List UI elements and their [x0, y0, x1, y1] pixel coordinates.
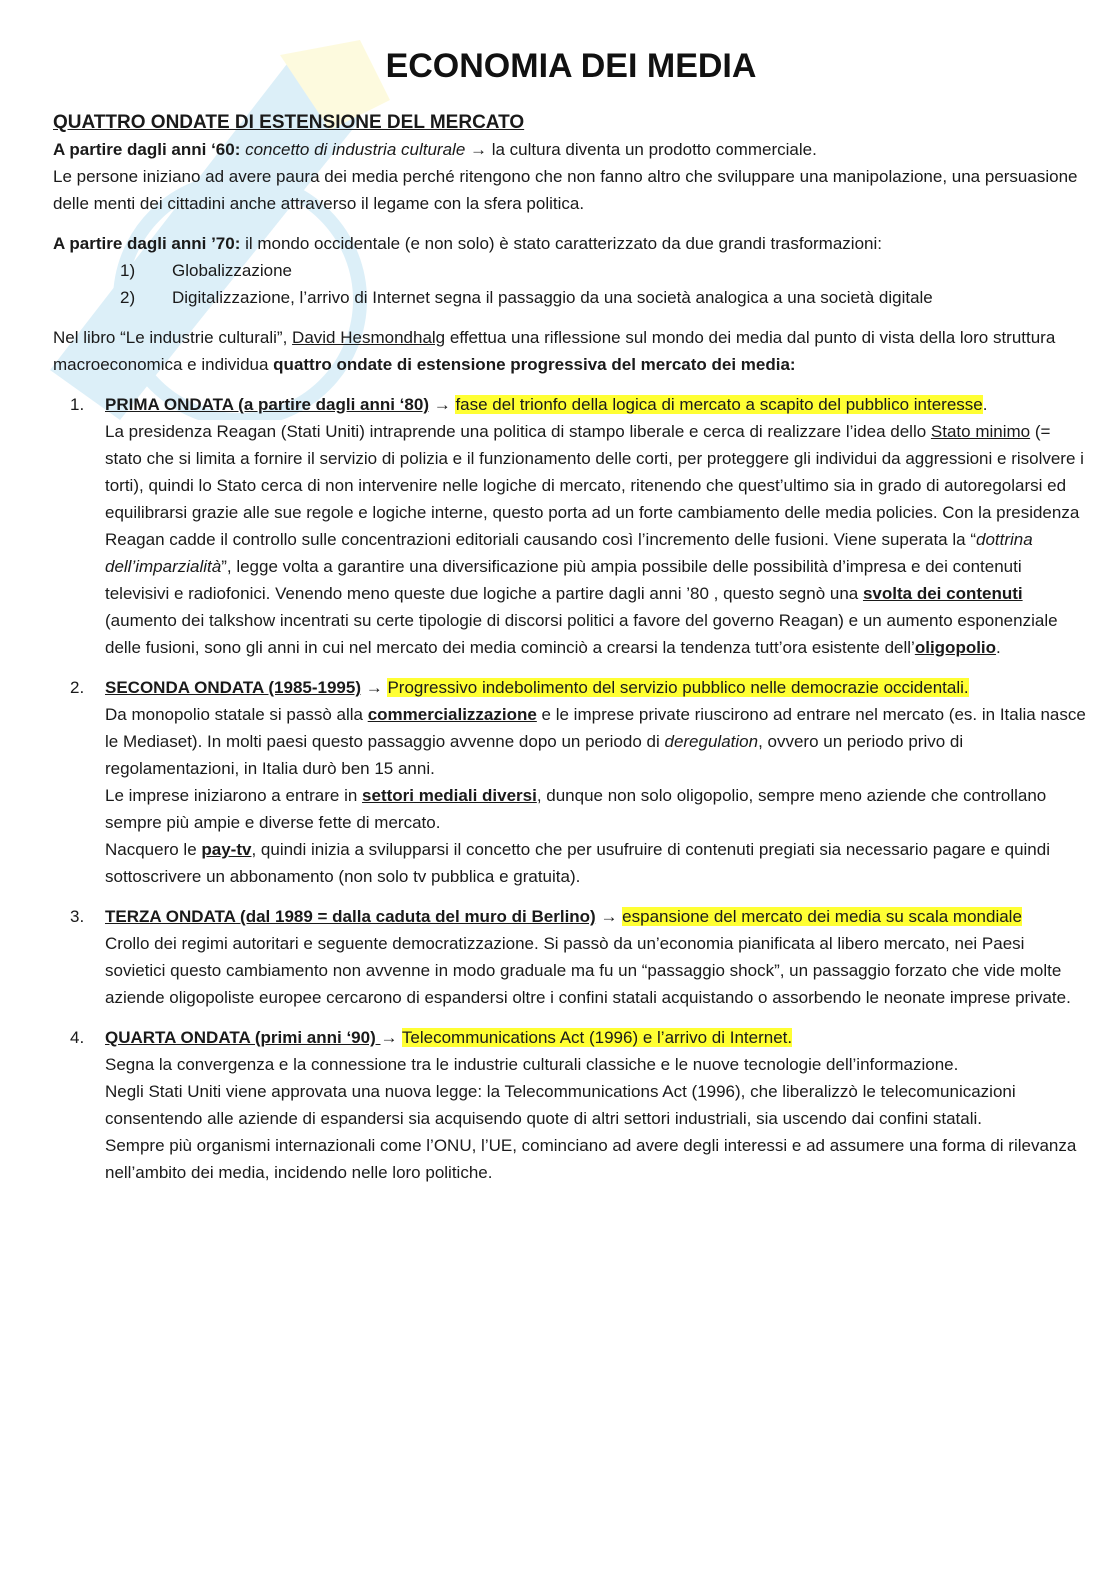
paragraph-60s: A partire dagli anni ‘60: concetto di industria culturale → la cultura diventa un prodotto commerciale. Le persone iniziano ad avere paura dei media perché ritengono che non fanno altro che sviluppare una manipolazione, una persuasione delle menti dei cittadini anche attraverso il legame con la sfera politica. [53, 140, 1078, 213]
paragraph-book: Nel libro “Le industrie culturali”, David Hesmondhalg effettua una riflessione sul mondo dei media dal punto di vista della loro struttura macroeconomica e individua quattro ondate di estensione progressiva del mercato dei media: [53, 328, 1056, 374]
wave-item-4: 4. QUARTA ONDATA (primi anni ‘90) → Telecommunications Act (1996) e l’arrivo di Internet. Segna la convergenza e la connessione tra le industrie culturali classiche e le nuove tecnologie dell’informazione. Negli Stati Uniti viene approvata una nuova legge: la Telecommunications Act (1996), che liberalizzò le telecomunicazioni consentendo alle aziende di espandersi sia acquisendo quote di altri settori industriali, sia uscendo dai confini statali. Sempre più organismi internazionali come l’ONU, l’UE, cominciano ad avere degli interessi e ad assumere una forma di rilevanza nell’ambito dei media, incidendo nelle loro politiche. [70, 1028, 1077, 1182]
list-item: 2) Digitalizzazione, l’arrivo di Internet segna il passaggio da una società analogica a una società digitale [120, 288, 933, 307]
wave-item-3: 3. TERZA ONDATA (dal 1989 = dalla caduta del muro di Berlino) → espansione del mercato dei media su scala mondiale Crollo dei regimi autoritari e seguente democratizzazione. Si passò da un’economia pianificata al libero mercato, nei Paesi sovietici questo cambiamento non avvenne in modo graduale ma fu un “passaggio shock”, un passaggio forzato che vide molte aziende oligopoliste europee cercarono di espandersi oltre i confini statali acquistando o assorbendo le neonate imprese private. [70, 907, 1071, 1007]
wave-title: PRIMA ONDATA (a partire dagli anni ‘80) [105, 395, 429, 414]
document-title: ECONOMIA DEI MEDIA [385, 47, 757, 85]
highlight: fase del trionfo della logica di mercato a scapito del pubblico interesse [455, 395, 983, 414]
wave-title: TERZA ONDATA (dal 1989 = dalla caduta del muro di Berlino) [105, 907, 596, 926]
author-name: David Hesmondhalg [292, 328, 446, 347]
document-page [53, 42, 1089, 1199]
wave-item-2: 2. SECONDA ONDATA (1985-1995) → Progressivo indebolimento del servizio pubblico nelle democrazie occidentali. Da monopolio statale si passò alla commercializzazione e le imprese private riuscirono ad entrare nel mercato (es. in Italia nasce le Mediaset). In molti paesi questo passaggio avvenne dopo un periodo di deregulation, ovvero un periodo privo di regolamentazioni, in Italia durò ben 15 anni. Le imprese iniziarono a entrare in settori mediali diversi, dunque non solo oligopolio, sempre meno aziende che controllano sempre più ampie e diverse fette di mercato. Nacquero le pay-tv, quindi inizia a svilupparsi il concetto che per usufruire di contenuti pregiati sia necessario pagare e quindi sottoscrivere un abbonamento (non solo tv pubblica e gratuita). [70, 678, 1086, 886]
wave-item-1: 1. PRIMA ONDATA (a partire dagli anni ‘80) → fase del trionfo della logica di mercato a scapito del pubblico interesse. La presidenza Reagan (Stati Uniti) intraprende una politica di stampo liberale e cerca di realizzare l’idea dello Stato minimo (= stato che si limita a fornire il servizio di polizia e il funzionamento delle corti, per proteggere gli individui da aggressioni e risolvere i torti), quindi lo Stato cerca di non intervenire nelle logiche di mercato, ritenendo che quest’ultimo sia in grado di autoregolarsi ed equilibrarsi grazie alle sue regole e logiche interne, questo porta ad un forte cambiamento delle media policies. Con la presidenza Reagan cadde il controllo sulle concentrazioni editoriali causando così l’incremento delle fusioni. Viene superata la “dottrina dell’imparzialità”, legge volta a garantire una diversificazione più ampia possibile delle possibilità d’impresa e dei contenuti televisivi e radiofonici. Venendo meno queste due logiche a partire dagli anni ’80 , questo segnò una svolta dei contenuti (aumento dei talkshow incentrati su certe tipologie di discorsi politici a favore del governo Reagan) e un aumento esponenziale delle fusioni, sono gli anni in cui nel mercato dei media cominciò a crearsi la tendenza tutt’ora esistente dell’oligopolio. [70, 395, 1084, 657]
highlight: Progressivo indebolimento del servizio pubblico nelle democrazie occidentali. [387, 678, 969, 697]
highlight: espansione del mercato dei media su scala mondiale [622, 907, 1022, 926]
section-title: QUATTRO ONDATE DI ESTENSIONE DEL MERCATO [53, 112, 525, 133]
paragraph-70s: A partire dagli anni ’70: il mondo occidentale (e non solo) è stato caratterizzato da due grandi trasformazioni: [53, 234, 882, 253]
list-item: 1) Globalizzazione [120, 261, 293, 280]
waves-list [53, 391, 1089, 1186]
transformations-list [53, 257, 1089, 311]
wave-title: SECONDA ONDATA (1985-1995) [105, 678, 362, 697]
wave-title: QUARTA ONDATA (primi anni ‘90) [105, 1028, 381, 1047]
highlight: Telecommunications Act (1996) e l’arrivo di Internet. [401, 1028, 793, 1047]
